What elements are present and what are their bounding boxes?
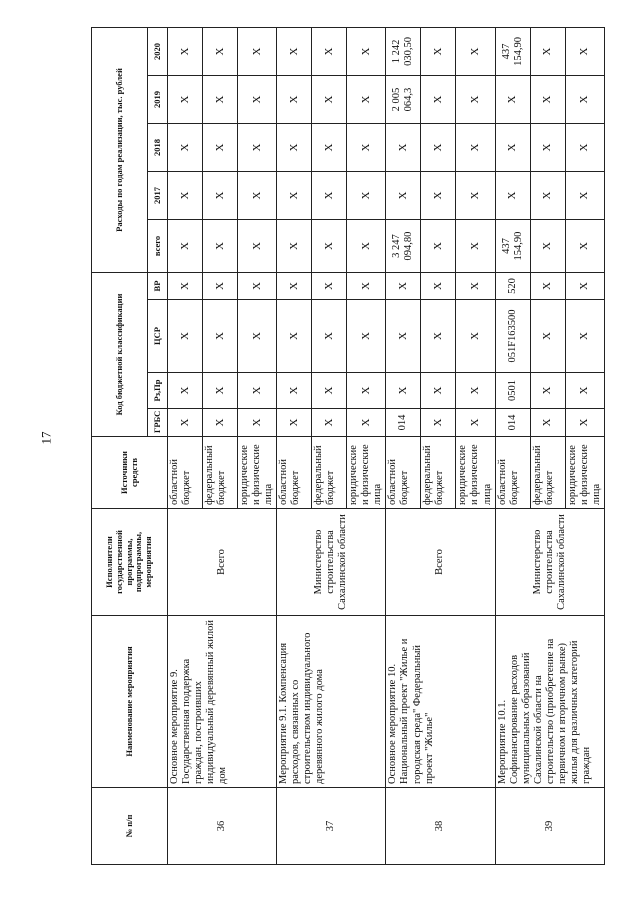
cell-rzpr: X [456,373,495,409]
cell-y2020: X [168,27,203,75]
cell-y2017: X [168,172,203,220]
cell-grbs: X [238,409,277,437]
cell-rzpr: X [421,373,456,409]
cell-y2020: 437 154,90 [495,27,530,75]
cell-y2018: X [168,124,203,172]
header-grbs: ГРБС [148,409,168,437]
cell-y2018: X [421,124,456,172]
cell-grbs: X [347,409,386,437]
cell-y2019: X [456,76,495,124]
cell-y2019: X [421,76,456,124]
funding-source: федеральный бюджет [421,437,456,509]
program-table [91,27,605,865]
executor: Всего [386,509,495,616]
cell-csr: X [168,300,203,373]
cell-y2019: X [347,76,386,124]
header-2019: 2019 [148,76,168,124]
cell-csr: X [312,300,347,373]
funding-source: областной бюджет [495,437,530,509]
cell-csr: X [456,300,495,373]
cell-y2017: X [530,172,565,220]
header-budget-code: Код бюджетной классификации [92,273,148,437]
cell-grbs: X [421,409,456,437]
cell-vr: X [238,273,277,300]
cell-csr: X [386,300,421,373]
cell-y2019: X [277,76,312,124]
cell-y2018: X [277,124,312,172]
header-2017: 2017 [148,172,168,220]
executor: Всего [168,509,277,616]
cell-vr: X [421,273,456,300]
table-row [386,27,421,864]
cell-total: X [530,220,565,273]
cell-y2019: X [168,76,203,124]
cell-vr: X [203,273,238,300]
table-row [168,27,203,864]
activity-name: Основное мероприятие 10. Национальный проект "Жилье и городская среда" Федеральный проект "Жилье" [386,616,495,788]
cell-total: X [238,220,277,273]
cell-y2018: X [456,124,495,172]
rotated-table-wrapper [91,28,602,865]
cell-vr: X [312,273,347,300]
cell-total: X [277,220,312,273]
cell-y2019: X [565,76,604,124]
cell-y2018: X [495,124,530,172]
cell-y2018: X [565,124,604,172]
funding-source: областной бюджет [386,437,421,509]
cell-y2017: X [386,172,421,220]
cell-csr: X [565,300,604,373]
cell-total: X [203,220,238,273]
cell-vr: X [456,273,495,300]
header-2020: 2020 [148,27,168,75]
cell-y2019: X [312,76,347,124]
cell-y2019: X [530,76,565,124]
cell-y2019: X [238,76,277,124]
cell-y2020: X [347,27,386,75]
cell-vr: X [530,273,565,300]
table-body [168,27,605,864]
cell-y2019: X [203,76,238,124]
cell-y2020: X [530,27,565,75]
cell-grbs: X [168,409,203,437]
cell-y2020: X [277,27,312,75]
cell-y2020: 1 242 030,50 [386,27,421,75]
cell-y2020: X [456,27,495,75]
cell-y2019: X [495,76,530,124]
executor: Министерство строительства Сахалинской области [495,509,604,616]
funding-source: федеральный бюджет [203,437,238,509]
cell-y2017: X [495,172,530,220]
cell-y2017: X [312,172,347,220]
cell-total: X [565,220,604,273]
cell-y2017: X [456,172,495,220]
cell-y2018: X [347,124,386,172]
cell-total: X [168,220,203,273]
cell-y2017: X [277,172,312,220]
funding-source: юридические и физические лица [238,437,277,509]
activity-name: Основное мероприятие 9. Государственная поддержка граждан, построивших индивидуальный деревянный жилой дом [168,616,277,788]
cell-csr: 051F163500 [495,300,530,373]
cell-y2020: X [238,27,277,75]
cell-grbs: X [277,409,312,437]
cell-csr: X [238,300,277,373]
header-csr: ЦСР [148,300,168,373]
cell-grbs: X [530,409,565,437]
cell-grbs: X [565,409,604,437]
cell-y2018: X [238,124,277,172]
cell-total: 3 247 094,80 [386,220,421,273]
header-2018: 2018 [148,124,168,172]
cell-total: X [347,220,386,273]
cell-y2017: X [238,172,277,220]
funding-source: юридические и физические лица [456,437,495,509]
cell-total: X [456,220,495,273]
cell-csr: X [203,300,238,373]
cell-csr: X [277,300,312,373]
cell-rzpr: X [347,373,386,409]
cell-y2019: 2 005 064,3 [386,76,421,124]
funding-source: федеральный бюджет [312,437,347,509]
cell-y2018: X [203,124,238,172]
table-row [277,27,312,864]
activity-name: Мероприятие 9.1. Компенсация расходов, связанных со строительством индивидуального деревянного жилого дома [277,616,386,788]
row-number: 36 [168,788,277,865]
cell-total: X [421,220,456,273]
cell-grbs: 014 [386,409,421,437]
cell-rzpr: X [565,373,604,409]
header-vr: ВР [148,273,168,300]
funding-source: федеральный бюджет [530,437,565,509]
cell-y2020: X [565,27,604,75]
funding-source: юридические и физические лица [347,437,386,509]
cell-rzpr: X [203,373,238,409]
cell-vr: X [277,273,312,300]
cell-y2017: X [565,172,604,220]
cell-y2017: X [421,172,456,220]
cell-grbs: X [456,409,495,437]
cell-csr: X [421,300,456,373]
cell-grbs: 014 [495,409,530,437]
cell-rzpr: X [238,373,277,409]
header-total: всего [148,220,168,273]
cell-csr: X [347,300,386,373]
cell-y2017: X [347,172,386,220]
cell-rzpr: X [277,373,312,409]
executor: Министерство строительства Сахалинской области [277,509,386,616]
row-number: 39 [495,788,604,865]
cell-vr: X [386,273,421,300]
cell-rzpr: X [168,373,203,409]
cell-y2020: X [203,27,238,75]
funding-source: областной бюджет [168,437,203,509]
header-executors: Исполнители государственной программы, подпрограммы, мероприятия [92,509,168,616]
cell-rzpr: X [312,373,347,409]
header-expenses: Расходы по годам реализации, тыс. рублей [92,27,148,272]
cell-rzpr: 0501 [495,373,530,409]
cell-grbs: X [312,409,347,437]
row-number: 38 [386,788,495,865]
header-sources: Источники средств [92,437,168,509]
header-rzpr: Рз,Пр [148,373,168,409]
cell-y2018: X [312,124,347,172]
header-name: Наименование мероприятия [92,616,168,788]
cell-csr: X [530,300,565,373]
funding-source: юридические и физические лица [565,437,604,509]
row-number: 37 [277,788,386,865]
cell-vr: X [168,273,203,300]
cell-grbs: X [203,409,238,437]
cell-y2020: X [312,27,347,75]
cell-y2018: X [530,124,565,172]
cell-total: 437 154,90 [495,220,530,273]
activity-name: Мероприятие 10.1. Софинансирование расходов муниципальных образований Сахалинской области на строительство (приобретение на первичном и вторичном рынке) жилья для различных категорий граждан [495,616,604,788]
table-row [495,27,530,864]
funding-source: областной бюджет [277,437,312,509]
cell-vr: X [565,273,604,300]
cell-rzpr: X [530,373,565,409]
cell-vr: 520 [495,273,530,300]
cell-y2018: X [386,124,421,172]
cell-rzpr: X [386,373,421,409]
page-number: 17 [38,431,54,445]
cell-vr: X [347,273,386,300]
cell-y2017: X [203,172,238,220]
header-no: № п/п [92,788,168,865]
cell-y2020: X [421,27,456,75]
cell-total: X [312,220,347,273]
